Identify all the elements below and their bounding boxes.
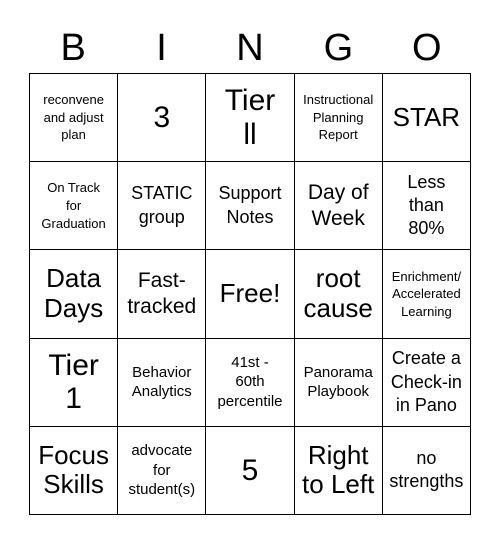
cell-label: STAR <box>392 101 461 132</box>
cell-label: On Track for Graduation <box>41 180 106 231</box>
bingo-cell-r4-c1[interactable] <box>30 339 118 427</box>
cell-label: Focus Skills <box>38 439 109 500</box>
cell-label: no strengths <box>389 448 464 492</box>
bingo-cell-r2-c2[interactable] <box>118 162 206 250</box>
bingo-cell-r3-c1[interactable] <box>30 250 118 338</box>
bingo-cell-r2-c5[interactable] <box>383 162 471 250</box>
bingo-cell-r3-c4[interactable] <box>295 250 383 338</box>
cell-label: Enrichment/ Accelerated Learning <box>391 268 462 319</box>
bingo-cell-r5-c3[interactable] <box>206 427 294 515</box>
cell-label: Tier ll <box>224 84 276 151</box>
cell-label: Create a Check-in in Pano <box>390 348 462 415</box>
cell-label: Right to Left <box>302 439 375 500</box>
cell-label: Less than 80% <box>407 171 446 239</box>
bingo-cell-r2-c3[interactable] <box>206 162 294 250</box>
bingo-cell-r3-c5[interactable] <box>383 250 471 338</box>
bingo-cell-r1-c4[interactable] <box>295 74 383 162</box>
header-letter-o: O <box>411 27 442 69</box>
bingo-cell-r5-c2[interactable] <box>118 427 206 515</box>
bingo-cell-r2-c1[interactable] <box>30 162 118 250</box>
cell-label: 41st - 60th percentile <box>217 353 283 410</box>
bingo-cell-r1-c2[interactable] <box>118 74 206 162</box>
bingo-cell-r1-c5[interactable] <box>383 74 471 162</box>
bingo-cell-r3-c2[interactable] <box>118 250 206 338</box>
bingo-cell-r4-c5[interactable] <box>383 339 471 427</box>
bingo-cell-r2-c4[interactable] <box>295 162 383 250</box>
cell-label: reconvene and adjust plan <box>43 92 104 143</box>
bingo-board <box>29 73 471 515</box>
cell-label: Tier 1 <box>48 348 99 416</box>
cell-label: root cause <box>303 263 373 323</box>
bingo-cell-r3-c3[interactable] <box>206 250 294 338</box>
bingo-cell-r5-c5[interactable] <box>383 427 471 515</box>
header-letter-b: B <box>60 27 86 69</box>
cell-label: Fast- tracked <box>127 269 197 318</box>
bingo-cell-r5-c1[interactable] <box>30 427 118 515</box>
cell-label: Day of Week <box>307 181 369 230</box>
header-letter-n: N <box>236 27 264 69</box>
bingo-cell-r4-c3[interactable] <box>206 339 294 427</box>
cell-label: Support Notes <box>218 183 282 227</box>
bingo-cell-r1-c1[interactable] <box>30 74 118 162</box>
header-letter-i: I <box>156 27 167 69</box>
cell-label: Instructional Planning Report <box>303 92 374 143</box>
cell-label: 5 <box>241 453 259 487</box>
bingo-cell-r4-c2[interactable] <box>118 339 206 427</box>
bingo-header <box>29 22 471 74</box>
cell-label: STATIC group <box>131 183 193 227</box>
header-letter-g: G <box>323 27 354 69</box>
bingo-cell-r5-c4[interactable] <box>295 427 383 515</box>
free-space-label: Free! <box>219 278 281 309</box>
cell-label: Data Days <box>43 263 104 323</box>
cell-label: Panorama Playbook <box>303 363 373 401</box>
cell-label: 3 <box>153 100 171 134</box>
bingo-cell-r4-c4[interactable] <box>295 339 383 427</box>
cell-label: advocate for student(s) <box>128 442 196 499</box>
cell-label: Behavior Analytics <box>131 363 192 401</box>
bingo-cell-r1-c3[interactable] <box>206 74 294 162</box>
